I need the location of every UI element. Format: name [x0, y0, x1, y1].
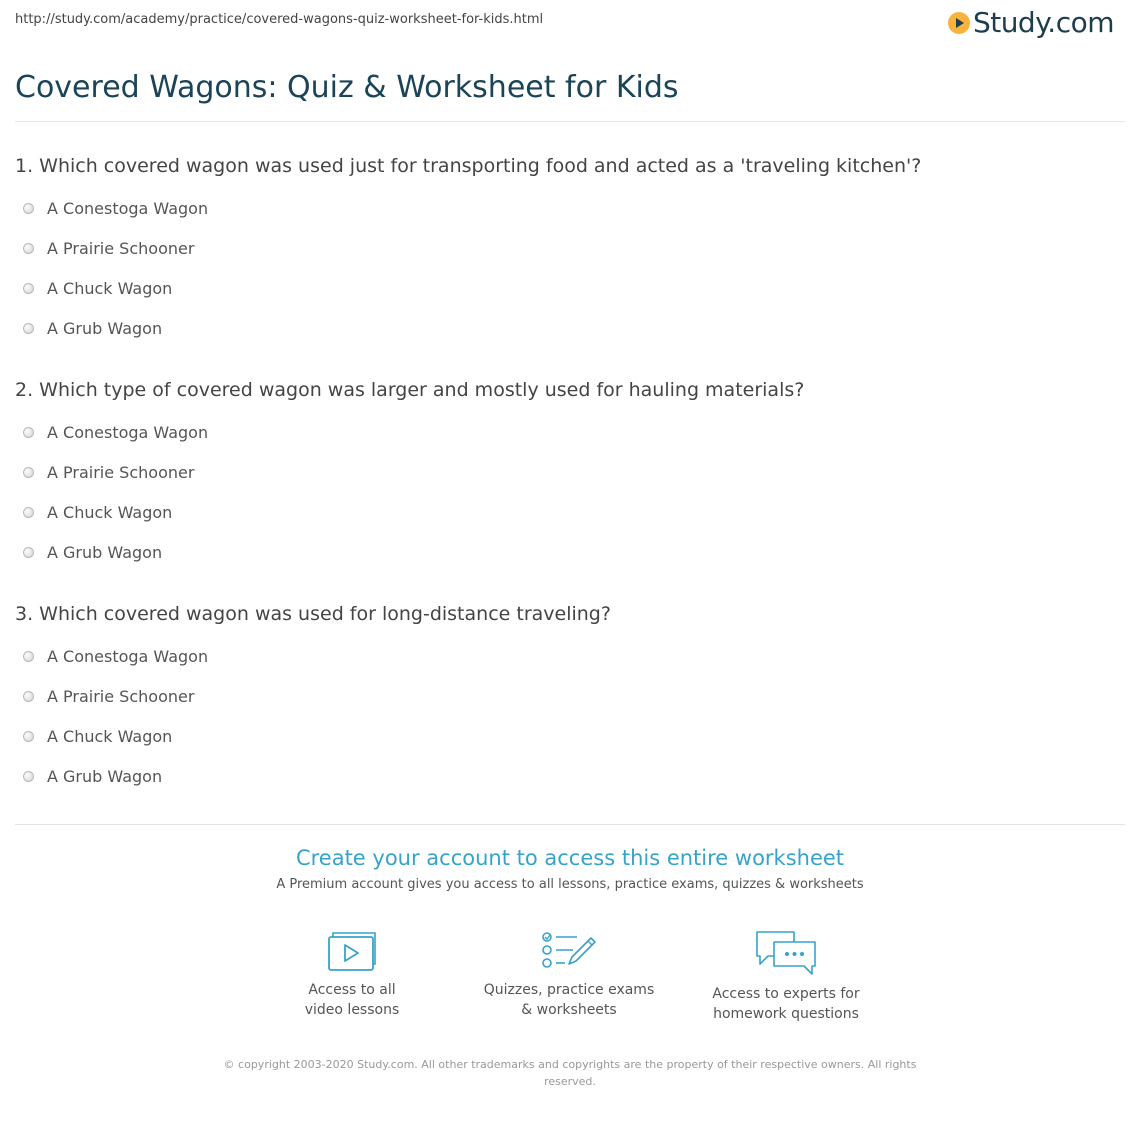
divider: [15, 824, 1125, 825]
radio-button[interactable]: [23, 547, 34, 558]
option-label: A Conestoga Wagon: [47, 422, 209, 442]
quiz-checklist-icon: [541, 928, 597, 972]
create-account-link[interactable]: Create your account to access this entire worksheet: [295, 846, 845, 870]
chat-bubbles-icon: [754, 928, 818, 976]
premium-description: A Premium account gives you access to all lessons, practice exams, quizzes & worksheets: [276, 877, 864, 892]
option-label: A Grub Wagon: [47, 542, 163, 562]
feature-video-lessons: [252, 928, 452, 1020]
option-label: A Prairie Schooner: [47, 686, 195, 706]
answer-option[interactable]: [23, 462, 194, 482]
answer-option[interactable]: [23, 278, 172, 298]
video-lesson-icon: [326, 928, 378, 972]
feature-label: Access to all video lessons: [304, 982, 400, 1018]
option-label: A Chuck Wagon: [47, 502, 173, 522]
feature-quizzes: [469, 928, 669, 1020]
answer-option[interactable]: [23, 198, 208, 218]
divider: [15, 121, 1125, 122]
question-3: 3. Which covered wagon was used for long-distance traveling?: [15, 603, 611, 625]
question-1: 1. Which covered wagon was used just for transporting food and acted as a 'traveling kitchen'?: [15, 155, 922, 177]
radio-button[interactable]: [23, 507, 34, 518]
radio-button[interactable]: [23, 467, 34, 478]
answer-option[interactable]: [23, 422, 208, 442]
radio-button[interactable]: [23, 427, 34, 438]
option-label: A Conestoga Wagon: [47, 198, 209, 218]
radio-button[interactable]: [23, 203, 34, 214]
copyright-notice: © copyright 2003-2020 Study.com. All other trademarks and copyrights are the property of their respective owners. All rights reserved.: [223, 1058, 917, 1088]
answer-option[interactable]: [23, 726, 172, 746]
radio-button[interactable]: [23, 771, 34, 782]
logo-text: Study.com: [972, 6, 1114, 39]
option-label: A Conestoga Wagon: [47, 646, 209, 666]
answer-option[interactable]: [23, 502, 172, 522]
play-logo-icon: [948, 12, 970, 34]
feature-label: Access to experts for homework questions: [712, 986, 860, 1022]
question-2: 2. Which type of covered wagon was larger and mostly used for hauling materials?: [15, 379, 805, 401]
feature-experts: [686, 928, 886, 1024]
page-url: http://study.com/academy/practice/covered-wagons-quiz-worksheet-for-kids.html: [15, 12, 544, 27]
option-label: A Chuck Wagon: [47, 278, 173, 298]
option-label: A Prairie Schooner: [47, 238, 195, 258]
answer-option[interactable]: [23, 318, 162, 338]
radio-button[interactable]: [23, 651, 34, 662]
radio-button[interactable]: [23, 243, 34, 254]
radio-button[interactable]: [23, 323, 34, 334]
study-logo[interactable]: [948, 6, 1114, 39]
option-label: A Grub Wagon: [47, 766, 163, 786]
option-label: A Grub Wagon: [47, 318, 163, 338]
feature-label: Quizzes, practice exams & worksheets: [483, 982, 655, 1018]
option-label: A Chuck Wagon: [47, 726, 173, 746]
radio-button[interactable]: [23, 283, 34, 294]
radio-button[interactable]: [23, 731, 34, 742]
answer-option[interactable]: [23, 766, 162, 786]
radio-button[interactable]: [23, 691, 34, 702]
answer-option[interactable]: [23, 542, 162, 562]
answer-option[interactable]: [23, 646, 208, 666]
answer-option[interactable]: [23, 686, 194, 706]
page-title: Covered Wagons: Quiz & Worksheet for Kids: [15, 70, 679, 105]
option-label: A Prairie Schooner: [47, 462, 195, 482]
answer-option[interactable]: [23, 238, 194, 258]
